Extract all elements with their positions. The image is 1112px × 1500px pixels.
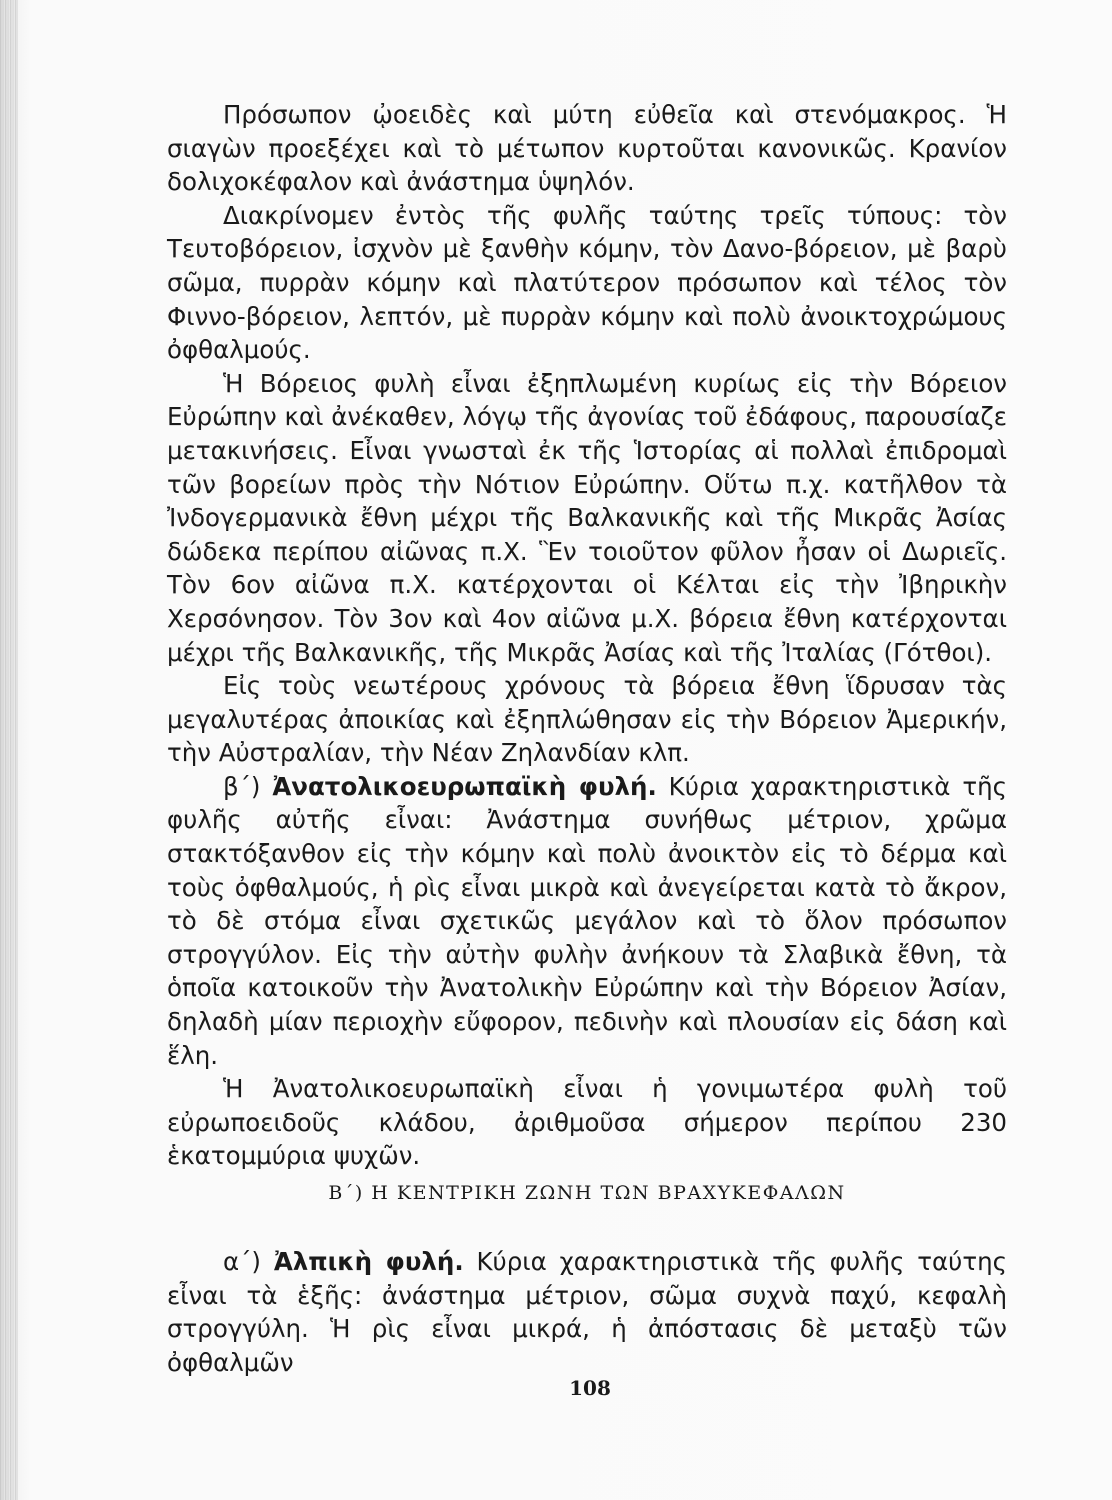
- page-number: 108: [569, 1376, 611, 1400]
- paragraph-1: Πρόσωπον ᾠοειδὲς καὶ μύτη εὐθεῖα καὶ στενόμακρος. Ἡ σιαγὼν προεξέχει καὶ τὸ μέτωπον κυρτοῦται κανονικῶς. Κρανίον δολιχοκέφαλον καὶ ἀνάστημα ὑψηλόν.: [167, 100, 1007, 197]
- paragraph-section-a: [167, 1245, 1007, 1379]
- paragraph-4: Εἰς τοὺς νεωτέρους χρόνους τὰ βόρεια ἔθνη ἵδρυσαν τὰς μεγαλυτέρας ἀποικίας καὶ ἐξηπλώθησαν εἰς τὴν Βόρειον Ἀμερικήν, τὴν Αὐστραλίαν, τὴν Νέαν Ζηλανδίαν κλπ.: [167, 671, 1007, 768]
- section-a-heading: Ἀλπικὴ φυλή.: [273, 1247, 464, 1276]
- paragraph-section-b: [167, 770, 1007, 1072]
- body-text-bottom: [167, 1245, 1007, 1379]
- paragraph-3: Ἡ Βόρειος φυλὴ εἶναι ἐξηπλωμένη κυρίως εἰς τὴν Βόρειον Εὐρώπην καὶ ἀνέκαθεν, λόγῳ τῆς ἀγονίας τοῦ ἐδάφους, παρουσίαζε μετακινήσεις. Εἶναι γνωσταὶ ἐκ τῆς Ἱστορίας αἱ πολλαὶ ἐπιδρομαὶ τῶν βορείων πρὸς τὴν Νότιον Εὐρώπην. Οὕτω π.χ. κατῆλθον τὰ Ἰνδογερμανικὰ ἔθνη μέχρι τῆς Βαλκανικῆς καὶ τῆς Μικρᾶς Ἀσίας δώδεκα περίπου αἰῶνας π.Χ. Ἓν τοιοῦτον φῦλον ἦσαν οἱ Δωριεῖς. Τὸν 6ον αἰῶνα π.Χ. κατέρχονται οἱ Κέλται εἰς τὴν Ἰβηρικὴν Χερσόνησον. Τὸν 3ον καὶ 4ον αἰῶνα μ.Χ. βόρεια ἔθνη κατέρχονται μέχρι τῆς Βαλκανικῆς, τῆς Μικρᾶς Ἀσίας καὶ τῆς Ἰταλίας (Γότθοι).: [167, 368, 1007, 667]
- section-b-text: Κύρια χαρακτηριστικὰ τῆς φυλῆς αὐτῆς εἶναι: Ἀνάστημα συνήθως μέτριον, χρῶμα στακτόξανθον εἰς τὴν κόμην καὶ πολὺ ἀνοικτὸν εἰς τὸ δέρμα καὶ τοὺς ὀφθαλμούς, ἡ ρὶς εἶναι μικρὰ καὶ ἀνεγείρεται κατὰ τὸ ἄκρον, τὸ δὲ στόμα εἶναι σχετικῶς μεγάλον καὶ τὸ ὅλον πρόσωπον στρογγύλον. Εἰς τὴν αὐτὴν φυλὴν ἀνήκουν τὰ Σλαβικὰ ἔθνη, τὰ ὁποῖα κατοικοῦν τὴν Ἀνατολικὴν Εὐρώπην καὶ τὴν Βόρειον Ἀσίαν, δηλαδὴ μίαν περιοχὴν εὔφορον, πεδινὴν καὶ πλουσίαν εἰς δάση καὶ ἕλη.: [167, 771, 1007, 1070]
- page-binding-edge: [0, 0, 18, 1500]
- section-b-heading: Ἀνατολικοευρωπαϊκὴ φυλή.: [272, 771, 657, 801]
- section-a-marker: α΄): [223, 1247, 261, 1276]
- paragraph-2: Διακρίνομεν ἐντὸς τῆς φυλῆς ταύτης τρεῖς τύπους: τὸν Τευτοβόρειον, ἰσχνὸν μὲ ξανθὴν κόμην, τὸν Δανο-βόρειον, μὲ βαρὺ σῶμα, πυρρὰν κόμην καὶ πλατύτερον πρόσωπον καὶ τέλος τὸν Φιννο-βόρειον, λεπτόν, μὲ πυρρὰν κόμην καὶ πολὺ ἀνοικτοχρώμους ὀφθαλμούς.: [167, 200, 1007, 365]
- section-b-marker: β΄): [223, 771, 261, 801]
- section-heading: Β΄) Η ΚΕΝΤΡΙΚΗ ΖΩΝΗ ΤΩΝ ΒΡΑΧΥΚΕΦΑΛΩΝ: [328, 1182, 846, 1204]
- body-text-top: [167, 98, 1007, 1173]
- paragraph-after-b: Ἡ Ἀνατολικοευρωπαϊκὴ εἶναι ἡ γονιμωτέρα φυλὴ τοῦ εὐρωποειδοῦς κλάδου, ἀριθμοῦσα σήμερον περίπου 230 ἑκατομμύρια ψυχῶν.: [167, 1074, 1007, 1171]
- section-a-text: Κύρια χαρακτηριστικὰ τῆς φυλῆς ταύτης εἶναι τὰ ἑξῆς: ἀνάστημα μέτριον, σῶμα συχνὰ παχύ, κεφαλὴ στρογγύλη. Ἡ ρὶς εἶναι μικρά, ἡ ἀπόστασις δὲ μεταξὺ τῶν ὀφθαλμῶν: [167, 1247, 1008, 1377]
